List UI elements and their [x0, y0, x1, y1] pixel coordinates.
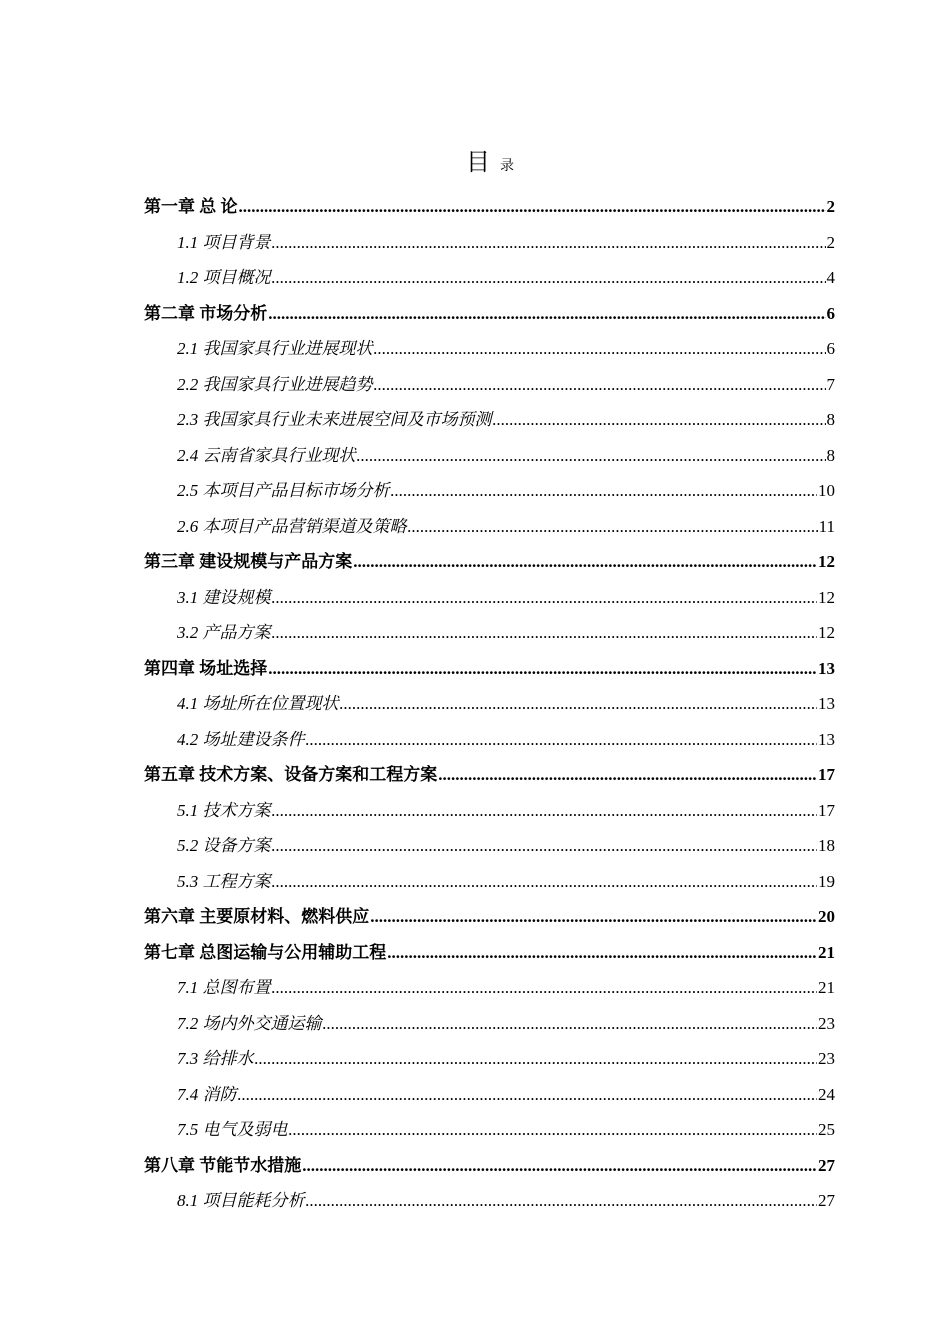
toc-entry-label: 2.6 本项目产品营销渠道及策略: [177, 516, 407, 536]
toc-entry-page-number: 13: [818, 694, 835, 713]
toc-heading-main: 目: [466, 148, 490, 176]
toc-entry-label: 第二章 市场分析: [144, 303, 268, 323]
toc-entry-page-number: 11: [818, 516, 835, 536]
toc-dot-leader: [438, 757, 817, 793]
toc-chapter-entry[interactable]: [144, 544, 835, 580]
toc-entry-page-number: 7: [826, 374, 835, 394]
toc-entry-label: 第四章 场址选择: [144, 658, 268, 678]
toc-entry-label: 3.2 产品方案: [177, 623, 271, 642]
toc-entry-label: 第七章 总图运输与公用辅助工程: [144, 942, 387, 962]
toc-entry-page-number: 24: [818, 1084, 835, 1104]
toc-entry-page-number: 2: [826, 232, 835, 252]
toc-section-entry[interactable]: [144, 331, 835, 367]
toc-chapter-entry[interactable]: [144, 296, 835, 332]
toc-entry-label: 2.5 本项目产品目标市场分析: [177, 481, 390, 500]
toc-section-entry[interactable]: [144, 1183, 835, 1219]
toc-dot-leader: [357, 438, 826, 474]
toc-entry-label: 7.1 总图布置: [177, 978, 271, 997]
toc-entry-page-number: 12: [818, 587, 835, 607]
toc-dot-leader: [272, 793, 818, 829]
toc-chapter-entry[interactable]: [144, 189, 835, 225]
toc-dot-leader: [370, 899, 817, 935]
toc-entry-label: 5.2 设备方案: [177, 836, 271, 855]
toc-entry-label: 2.3 我国家具行业未来进展空间及市场预测: [177, 410, 492, 429]
toc-entry-label: 2.2 我国家具行业进展趋势: [177, 374, 373, 394]
toc-dot-leader: [374, 367, 826, 403]
toc-section-entry[interactable]: [144, 793, 835, 829]
toc-chapter-entry[interactable]: [144, 899, 835, 935]
toc-section-entry[interactable]: [144, 473, 835, 509]
toc-entry-page-number: 12: [818, 623, 835, 642]
toc-entry-page-number: 12: [818, 552, 835, 571]
toc-dot-leader: [340, 686, 818, 722]
toc-section-entry[interactable]: [144, 1077, 835, 1113]
toc-entry-label: 4.2 场址建设条件: [177, 729, 305, 749]
toc-dot-leader: [272, 615, 818, 651]
toc-section-entry[interactable]: [144, 828, 835, 864]
toc-dot-leader: [323, 1006, 818, 1042]
toc-entry-page-number: 2: [826, 197, 835, 216]
toc-section-entry[interactable]: [144, 1112, 835, 1148]
toc-entry-page-number: 6: [826, 339, 835, 358]
toc-entry-page-number: 10: [818, 481, 835, 500]
toc-dot-leader: [391, 473, 818, 509]
toc-dot-leader: [306, 1183, 818, 1219]
toc-entry-page-number: 20: [818, 907, 835, 926]
toc-dot-leader: [289, 1112, 818, 1148]
toc-section-entry[interactable]: [144, 722, 835, 758]
toc-entry-label: 8.1 项目能耗分析: [177, 1191, 305, 1210]
toc-dot-leader: [306, 722, 818, 758]
toc-entry-label: 4.1 场址所在位置现状: [177, 694, 339, 713]
toc-dot-leader: [272, 225, 826, 261]
toc-entry-label: 第五章 技术方案、设备方案和工程方案: [144, 765, 438, 784]
toc-section-entry[interactable]: [144, 438, 835, 474]
toc-entry-page-number: 6: [826, 303, 835, 323]
toc-entry-page-number: 4: [826, 268, 835, 287]
toc-dot-leader: [272, 828, 818, 864]
toc-section-entry[interactable]: [144, 1041, 835, 1077]
toc-entry-label: 1.1 项目背景: [177, 232, 271, 252]
toc-dot-leader: [239, 189, 826, 225]
toc-entry-label: 5.1 技术方案: [177, 800, 271, 820]
toc-entry-label: 3.1 建设规模: [177, 587, 271, 607]
toc-entry-page-number: 21: [818, 942, 835, 962]
toc-entry-label: 2.1 我国家具行业进展现状: [177, 339, 373, 358]
toc-entry-page-number: 19: [818, 871, 835, 891]
toc-heading-sub: 录: [500, 158, 514, 174]
toc-section-entry[interactable]: [144, 1006, 835, 1042]
toc-dot-leader: [272, 260, 826, 296]
toc-dot-leader: [268, 296, 825, 332]
toc-entry-page-number: 13: [818, 729, 835, 749]
toc-chapter-entry[interactable]: [144, 1148, 835, 1184]
toc-section-entry[interactable]: [144, 225, 835, 261]
toc-entry-page-number: 25: [818, 1120, 835, 1139]
toc-entry-label: 7.5 电气及弱电: [177, 1120, 288, 1139]
toc-entry-page-number: 17: [818, 800, 835, 820]
toc-dot-leader: [302, 1148, 817, 1184]
toc-entry-page-number: 27: [818, 1191, 835, 1210]
toc-entry-page-number: 18: [818, 836, 835, 855]
toc-section-entry[interactable]: [144, 509, 835, 545]
toc-section-entry[interactable]: [144, 970, 835, 1006]
toc-dot-leader: [268, 651, 817, 687]
toc-entry-page-number: 27: [818, 1155, 835, 1175]
toc-section-entry[interactable]: [144, 615, 835, 651]
toc-dot-leader: [387, 935, 817, 971]
toc-entry-page-number: 23: [818, 1013, 835, 1033]
toc-dot-leader: [272, 580, 818, 616]
toc-dot-leader: [272, 970, 818, 1006]
toc-entry-label: 第一章 总 论: [144, 197, 238, 216]
toc-section-entry[interactable]: [144, 260, 835, 296]
toc-entry-label: 第六章 主要原材料、燃料供应: [144, 907, 370, 926]
toc-chapter-entry[interactable]: [144, 757, 835, 793]
toc-entry-label: 第三章 建设规模与产品方案: [144, 552, 353, 571]
toc-entry-page-number: 17: [818, 765, 835, 784]
toc-section-entry[interactable]: [144, 686, 835, 722]
toc-entry-label: 7.2 场内外交通运输: [177, 1013, 322, 1033]
toc-dot-leader: [408, 509, 818, 545]
toc-entry-label: 2.4 云南省家具行业现状: [177, 445, 356, 465]
toc-entry-label: 1.2 项目概况: [177, 268, 271, 287]
toc-entry-label: 7.4 消防: [177, 1084, 237, 1104]
toc-section-entry[interactable]: [144, 580, 835, 616]
toc-dot-leader: [374, 331, 826, 367]
toc-heading: [0, 142, 950, 177]
toc-dot-leader: [272, 864, 818, 900]
toc-section-entry[interactable]: [144, 402, 835, 438]
toc-entry-label: 5.3 工程方案: [177, 871, 271, 891]
toc-dot-leader: [255, 1041, 818, 1077]
toc-chapter-entry[interactable]: [144, 651, 835, 687]
toc-dot-leader: [238, 1077, 818, 1113]
toc-entry-page-number: 8: [826, 410, 835, 429]
toc-entry-page-number: 13: [818, 658, 835, 678]
toc-chapter-entry[interactable]: [144, 935, 835, 971]
toc-entry-page-number: 8: [826, 445, 835, 465]
toc-section-entry[interactable]: [144, 367, 835, 403]
table-of-contents: [144, 189, 835, 1219]
toc-section-entry[interactable]: [144, 864, 835, 900]
toc-entry-label: 第八章 节能节水措施: [144, 1155, 302, 1175]
toc-entry-page-number: 23: [818, 1049, 835, 1068]
toc-dot-leader: [353, 544, 817, 580]
toc-dot-leader: [493, 402, 826, 438]
toc-entry-label: 7.3 给排水: [177, 1049, 254, 1068]
toc-entry-page-number: 21: [818, 978, 835, 997]
